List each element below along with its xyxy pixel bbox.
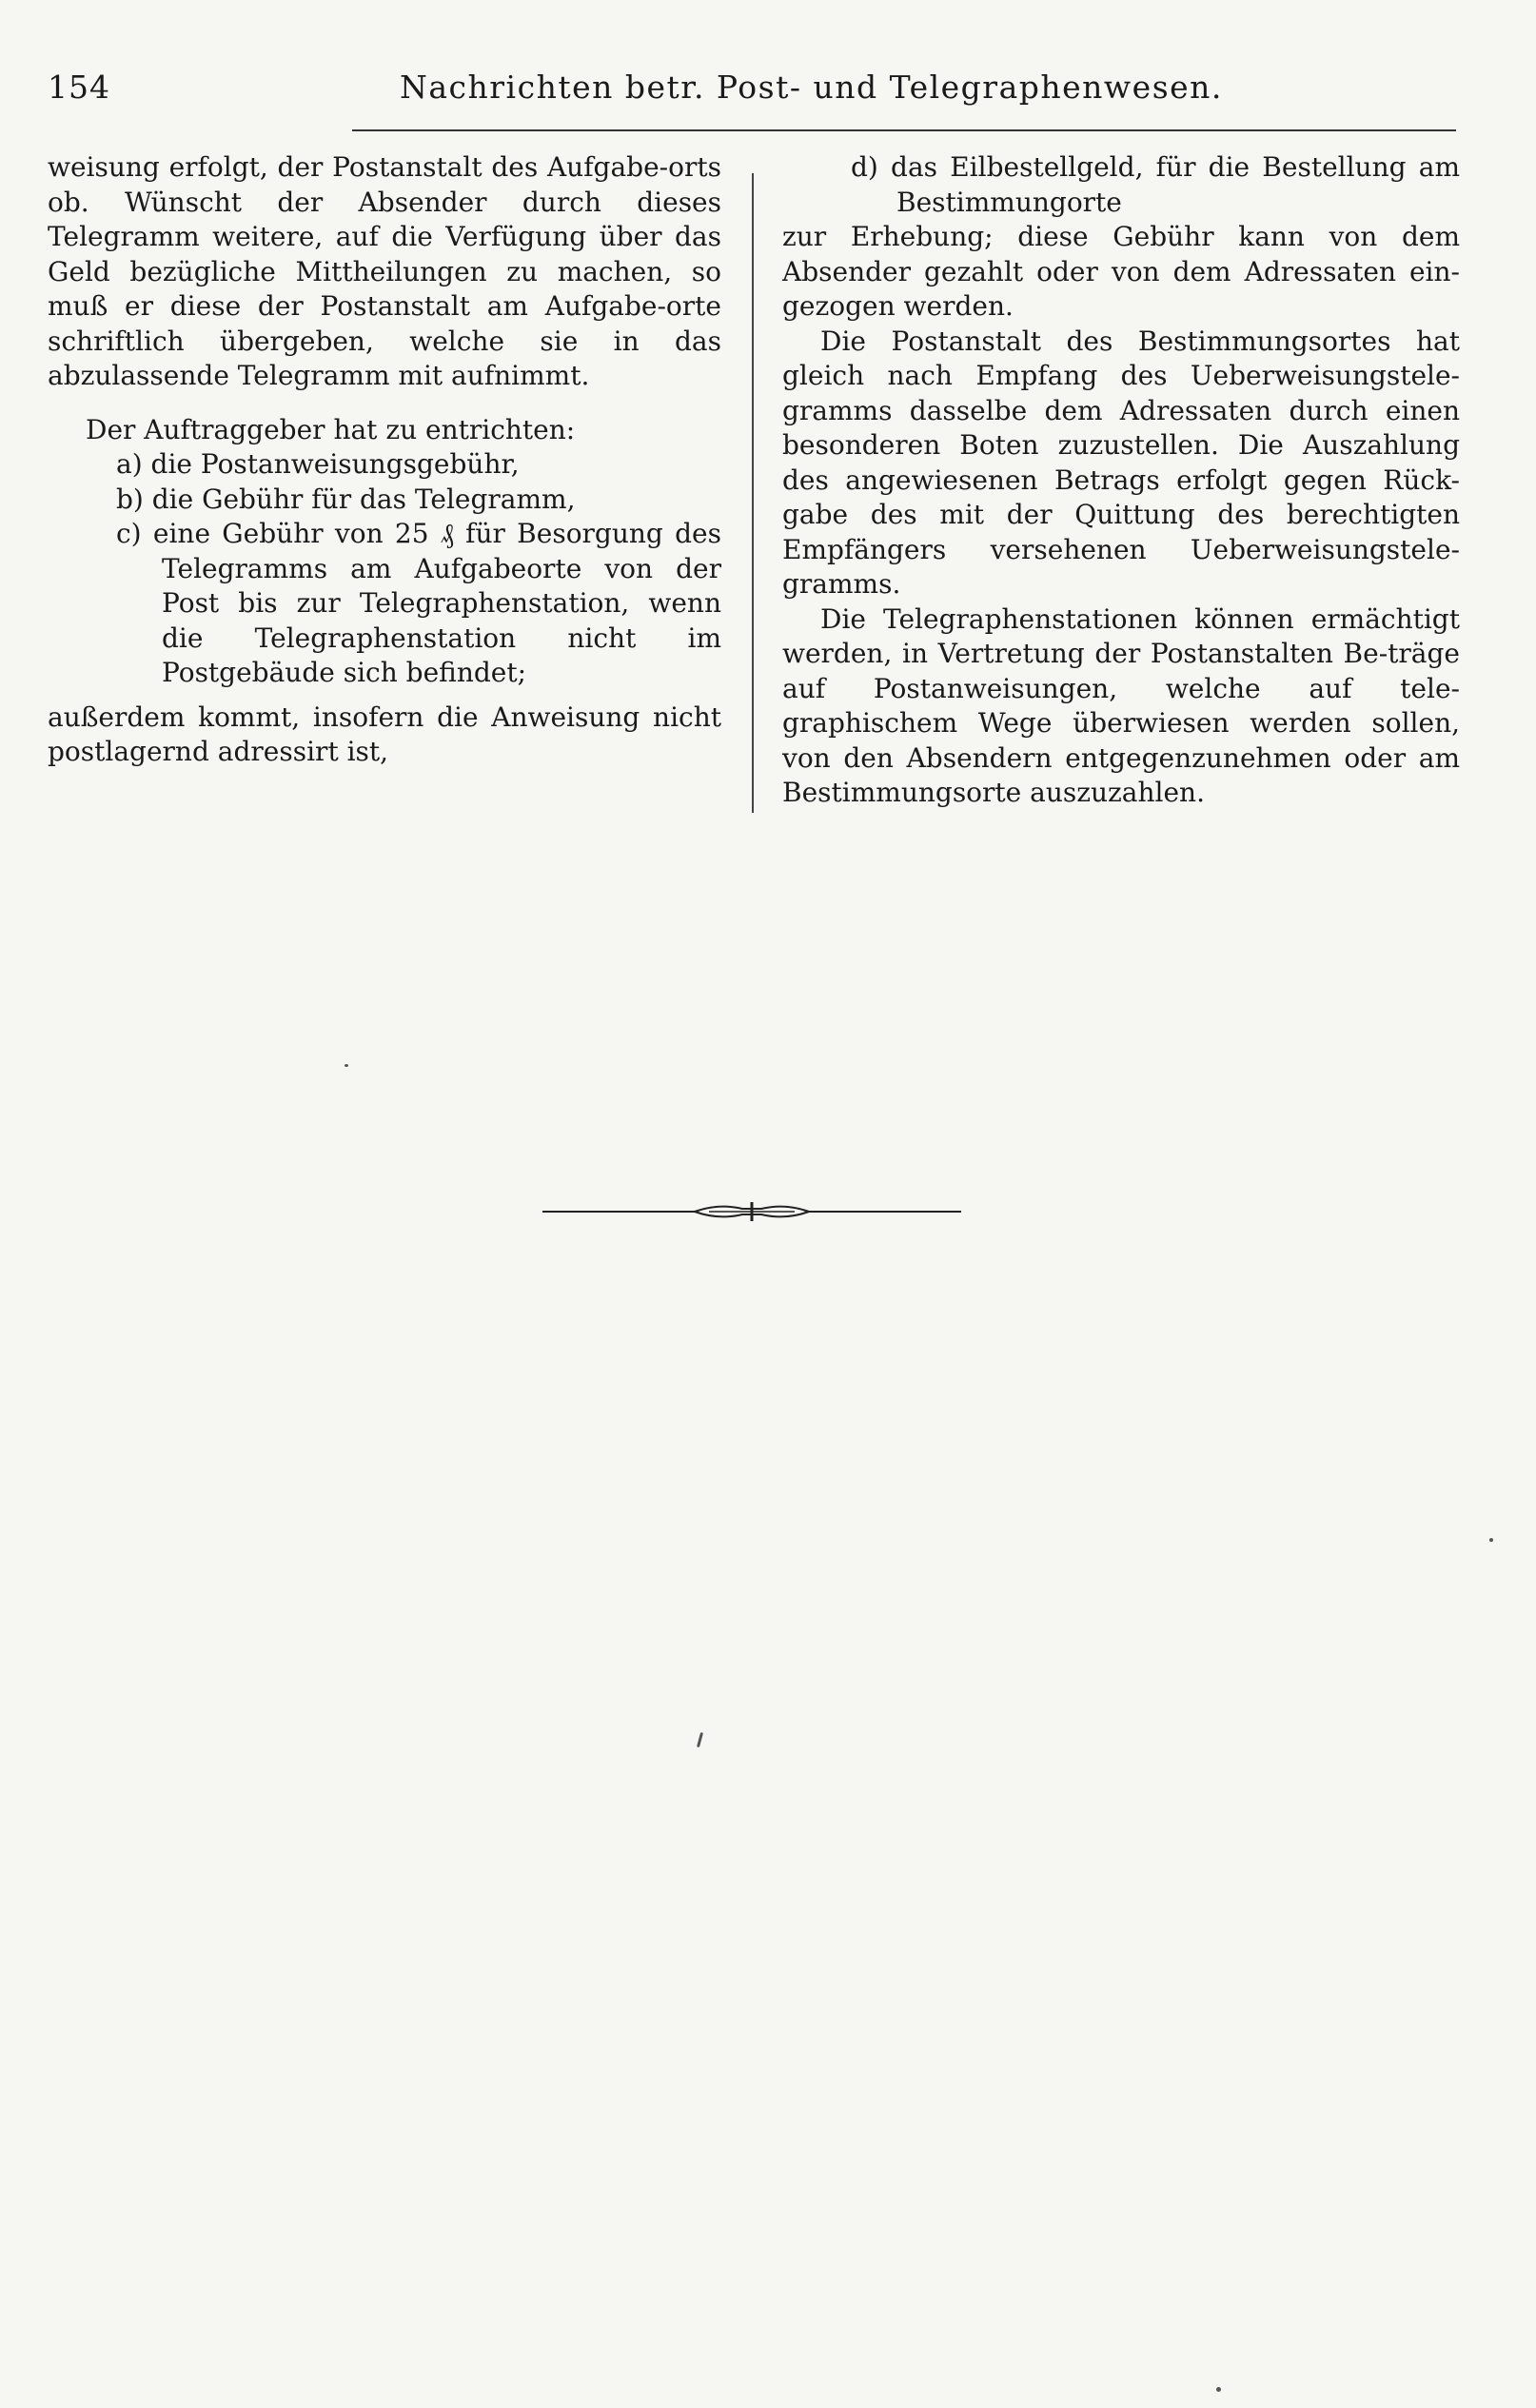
left-paragraph-3: außerdem kommt, insofern die Anweisung nicht postlagernd adressirt ist, xyxy=(48,701,721,767)
section-end-ornament xyxy=(542,1197,961,1226)
column-divider xyxy=(752,173,754,813)
right-paragraph-3: Die Telegraphenstationen können ermächtigt werden, in Vertretung der Postanstalten Be-träge auf Postanweisungen, welche auf tele-graphischem Wege überwiesen werden sollen, von den Absendern entgegenzunehmen oder am Bestimmungsorte auszuzahlen. xyxy=(782,602,1460,808)
running-title: Nachrichten betr. Post- und Telegraphenwesen. xyxy=(400,69,1223,106)
fee-item-b: b) die Gebühr für das Telegramm, xyxy=(116,483,576,515)
paper-speck xyxy=(345,1064,348,1067)
fee-item-a: a) die Postanweisungsgebühr, xyxy=(116,448,520,480)
header-rule xyxy=(352,129,1456,131)
paragraph-gap xyxy=(48,394,721,413)
page-number: 154 xyxy=(48,69,110,106)
fee-item-c: c) eine Gebühr von 25 ₰ für Besorgung des Telegramms am Aufgabeorte von der Post bis zur Telegraphenstation, wenn die Telegraphenstation nicht im Postgebäude sich befindet; xyxy=(116,518,721,688)
paragraph-gap xyxy=(48,691,721,701)
left-paragraph-1: weisung erfolgt, der Postanstalt des Aufgabe-orts ob. Wünscht der Absender durch dieses Telegramm weitere, auf die Verfügung über das Geld bezügliche Mittheilungen zu machen, so muß er diese der Postanstalt am Aufgabe-orte schriftlich übergeben, welche sie in das abzulassende Telegramm mit aufnimmt. xyxy=(48,151,721,391)
right-paragraph-1: zur Erhebung; diese Gebühr kann von dem Absender gezahlt oder von dem Adressaten ein-gezogen werden. xyxy=(782,221,1460,322)
left-column xyxy=(48,150,721,770)
paper-speck xyxy=(1489,1538,1493,1542)
paper-speck xyxy=(1216,2387,1221,2392)
fee-item-d: d) das Eilbestellgeld, für die Bestellung am Bestimmungorte xyxy=(851,151,1460,218)
right-column xyxy=(782,150,1460,811)
right-paragraph-2: Die Postanstalt des Bestimmungsortes hat gleich nach Empfang des Ueberweisungstele-gramms dasselbe dem Adressaten durch einen besonderen Boten zuzustellen. Die Auszahlung des angewiesenen Betrags erfolgt gegen Rück-gabe des mit der Quittung des berechtigten Empfängers versehenen Ueberweisungstele-gramms. xyxy=(782,325,1460,600)
paper-speck xyxy=(697,1732,703,1747)
left-paragraph-2: Der Auftraggeber hat zu entrichten: xyxy=(86,413,576,445)
page-header xyxy=(48,69,1456,126)
